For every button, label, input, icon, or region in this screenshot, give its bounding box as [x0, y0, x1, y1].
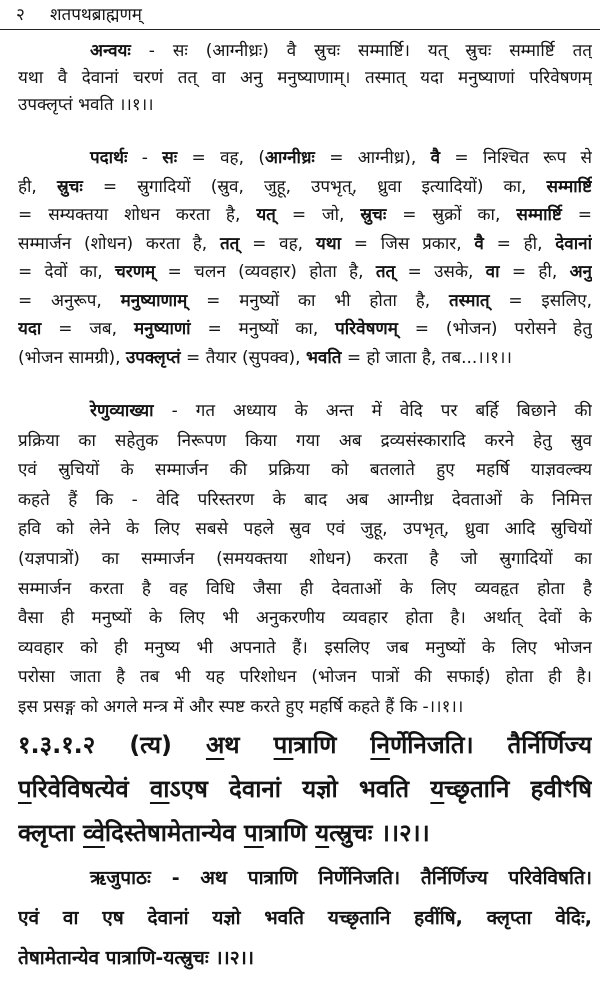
text-segment: = जब, [41, 319, 134, 339]
text-line [18, 344, 592, 373]
bold-term: उपक्लृप्तं [125, 347, 181, 368]
text-segment: = स्रुक्रों का, [386, 205, 517, 225]
text-line [18, 515, 592, 545]
accented-syllable: प [18, 775, 32, 803]
bold-term: मनुष्याणाम् [120, 290, 188, 311]
text-segment: परोसा जाता है तब भी यह परिशोधन (भोजन पात्रों की सफाई) होता ही है। [18, 667, 592, 688]
bold-term: ऋजुपाठः [90, 867, 151, 889]
bold-term: स्रुचः [360, 205, 387, 225]
text-segment: = उसके, [395, 262, 486, 282]
text-line [18, 287, 592, 316]
text-line [18, 427, 592, 457]
text-line [18, 723, 592, 767]
text-line [18, 92, 592, 119]
bold-term: अनु [569, 262, 592, 282]
text-segment: = इसलिए, [489, 290, 592, 311]
bold-term: मनुष्याणां [133, 319, 191, 339]
text-segment: - [127, 148, 163, 168]
text-line [18, 397, 592, 427]
rju-patha-paragraph [18, 858, 592, 978]
text-line [18, 634, 592, 664]
padartha-paragraph [18, 144, 592, 372]
text-segment: = ही, [483, 233, 556, 254]
bold-term: तस्मात् [448, 290, 490, 311]
text-segment: ऽएष देवानां यज्ञो भवति [169, 775, 431, 803]
text-segment: = देवों का, [18, 262, 115, 282]
text-segment: (भोजन सामग्री), [18, 347, 126, 368]
bold-term: भवति [305, 347, 342, 368]
text-segment: थ [224, 731, 274, 759]
text-line [18, 486, 592, 516]
bold-term: सम्मार्ष्टि [516, 205, 562, 225]
accented-syllable: नि [370, 731, 390, 759]
bold-term: रेणुव्याख्या [90, 401, 154, 421]
text-segment: = आग्नीध्र), [314, 148, 431, 168]
bold-term: परिवेषणम् [335, 319, 398, 339]
accented-syllable: अ [205, 731, 225, 759]
text-segment: वैसा ही मनुष्यों के लिए भी अनुकरणीय व्यवहार होता है। अर्थात् देवों के [18, 608, 592, 629]
text-segment: यथा वै देवानां चरणं तत् वा अनु मनुष्याणाम्। तस्मात् यदा मनुष्याणां परिवेषणम् [18, 68, 592, 88]
text-segment: उपक्लृप्तं भवति ।।१।। [18, 95, 154, 115]
running-header [0, 0, 600, 30]
accented-syllable: पा [243, 819, 264, 847]
bold-term: वै [430, 148, 441, 168]
text-segment: = मनुष्यों का, [190, 319, 336, 339]
text-segment: ही, [18, 176, 57, 197]
text-segment: इस प्रसङ्ग को अगले मन्त्र में और स्पष्ट करते हुए महर्षि कहते हैं कि -।।१।। [18, 696, 464, 717]
text-segment: - गत अध्याय के अन्त में वेदि पर बर्हि बिछाने की [153, 401, 592, 421]
text-line [18, 575, 592, 605]
text-segment: - सः (आग्नीध्रः) वै स्रुचः सम्मार्ष्टि। यत् स्रुचः सम्मार्ष्टि तत् [130, 41, 592, 61]
text-segment: = चलन (व्यवहार) होता है, [155, 262, 376, 282]
text-segment: सम्मार्जन (शोधन) करता है, [18, 233, 220, 254]
text-line [18, 663, 592, 693]
text-segment: = (भोजन) परोसने हेतु [397, 319, 592, 339]
bold-term: वै [474, 233, 484, 254]
text-segment: = तैयार (सुपक्व), [180, 347, 306, 368]
bold-term: देवानां [555, 233, 592, 254]
text-line [18, 545, 592, 575]
text-segment: त्स्रुचः ।।२।। [329, 819, 430, 847]
text-line [18, 201, 592, 230]
page-number: २ [16, 5, 25, 25]
bold-term: स्रुचः [56, 176, 83, 197]
text-line [18, 858, 592, 898]
text-line [18, 230, 592, 259]
text-segment: १.३.१.२ (त्य) [18, 731, 206, 759]
bold-term: तत् [219, 233, 240, 254]
text-segment: रिवेविषत्येवं [31, 775, 150, 803]
bold-term: वा [485, 262, 500, 282]
text-line [18, 604, 592, 634]
bold-term: आग्नीध्रः [264, 148, 315, 168]
bold-term: सः [162, 148, 178, 168]
text-segment: प्रक्रिया का सहेतुक निरूपण किया गया अब द्रव्यसंस्कारादि करने हेतु स्रुव [18, 430, 592, 451]
text-segment: र्णेनिजति। तैर्निर्णिज्य [389, 731, 592, 759]
text-line [18, 693, 592, 723]
text-segment: व्यवहार को ही मनुष्य भी अपनाते हैं। इसलिए जब मनुष्यों के लिए भोजन [18, 637, 592, 658]
bold-term: तत् [375, 262, 396, 282]
text-segment: = निश्चित रूप से [440, 148, 592, 168]
text-line [18, 767, 592, 811]
text-segment: त्राणि [293, 731, 371, 759]
bold-term: यत् [256, 205, 276, 225]
renu-vyakhya-paragraph [18, 397, 592, 723]
text-segment: क्लृप्ता [18, 819, 83, 847]
text-line [18, 144, 592, 173]
text-line [18, 898, 592, 938]
text-segment: = [561, 205, 592, 225]
text-segment: दिस्तेषामेतान्येव [104, 819, 244, 847]
text-segment: त्राणि [263, 819, 316, 847]
text-segment: एवं वा एष देवानां यज्ञो भवति यच्छृतानि हवींषि, क्लृप्ता वेदिः, [18, 907, 592, 929]
text-segment: = ही, [499, 262, 570, 282]
bold-term: यदा [18, 319, 42, 339]
text-line [18, 938, 592, 978]
text-segment: = जो, [275, 205, 361, 225]
text-line [18, 258, 592, 287]
text-segment: एवं स्रुचियों के सम्मार्जन की प्रक्रिया को बतलाते हुए महर्षि याज्ञवल्क्य [18, 460, 592, 481]
accented-syllable: य [315, 819, 330, 847]
bold-term: अन्वयः [90, 41, 131, 61]
text-line [18, 173, 592, 202]
text-segment: च्छृतानि हवीꣳषि [444, 775, 592, 803]
bold-term: पदार्थः [90, 148, 128, 168]
text-segment: - अथ पात्राणि निर्णेनिजति। तैर्निर्णिज्य परिवेविषति। [150, 867, 592, 889]
anvaya-paragraph [18, 38, 592, 119]
accented-syllable: य [430, 775, 445, 803]
accented-syllable: पा [273, 731, 294, 759]
text-line [18, 38, 592, 65]
text-segment: सम्मार्जन करता है वह विधि जैसा ही देवताओं के लिए व्यवहृत होता है [18, 578, 592, 599]
text-segment: = हो जाता है, तब...।।१।। [341, 347, 512, 368]
bold-term: यथा [315, 233, 341, 254]
text-segment: = मनुष्यों का भी होता है, [187, 290, 449, 311]
mantra-verse [18, 723, 592, 855]
text-line [18, 65, 592, 92]
text-line [18, 456, 592, 486]
text-segment: = अनुरूप, [18, 290, 121, 311]
text-segment: = वह, ( [177, 148, 265, 168]
text-segment: = जिस प्रकार, [341, 233, 475, 254]
bold-term: सम्मार्ष्टि [546, 176, 592, 197]
text-line [18, 315, 592, 344]
bold-term: चरणम् [114, 262, 156, 282]
text-segment: कहते हैं कि - वेदि परिस्तरण के बाद अब आग्नीध्र देवताओं के निमित्त [18, 489, 592, 510]
text-segment: = वह, [239, 233, 316, 254]
text-segment: = स्रुगादियों (स्रुव, जुहू, उपभृत्, ध्रुवा इत्यादियों) का, [82, 176, 547, 197]
text-segment: तेषामेतान्येव पात्राणि-यत्स्रुचः ।।२।। [18, 947, 255, 969]
accented-syllable: व्वे [83, 819, 105, 847]
text-segment: = सम्यक्तया शोधन करता है, [18, 205, 257, 225]
text-segment: (यज्ञपात्रों) का सम्मार्जन (समयक्तया शोधन) करता है जो स्रुगादियों का [18, 548, 592, 569]
accented-syllable: वा [149, 775, 170, 803]
book-title: शतपथब्राह्मणम् [50, 5, 142, 25]
text-line [18, 811, 592, 855]
text-segment: हवि को लेने के लिए सबसे पहले स्रुव एवं जुहू, उपभृत्, ध्रुवा आदि स्रुचियों [18, 519, 592, 540]
